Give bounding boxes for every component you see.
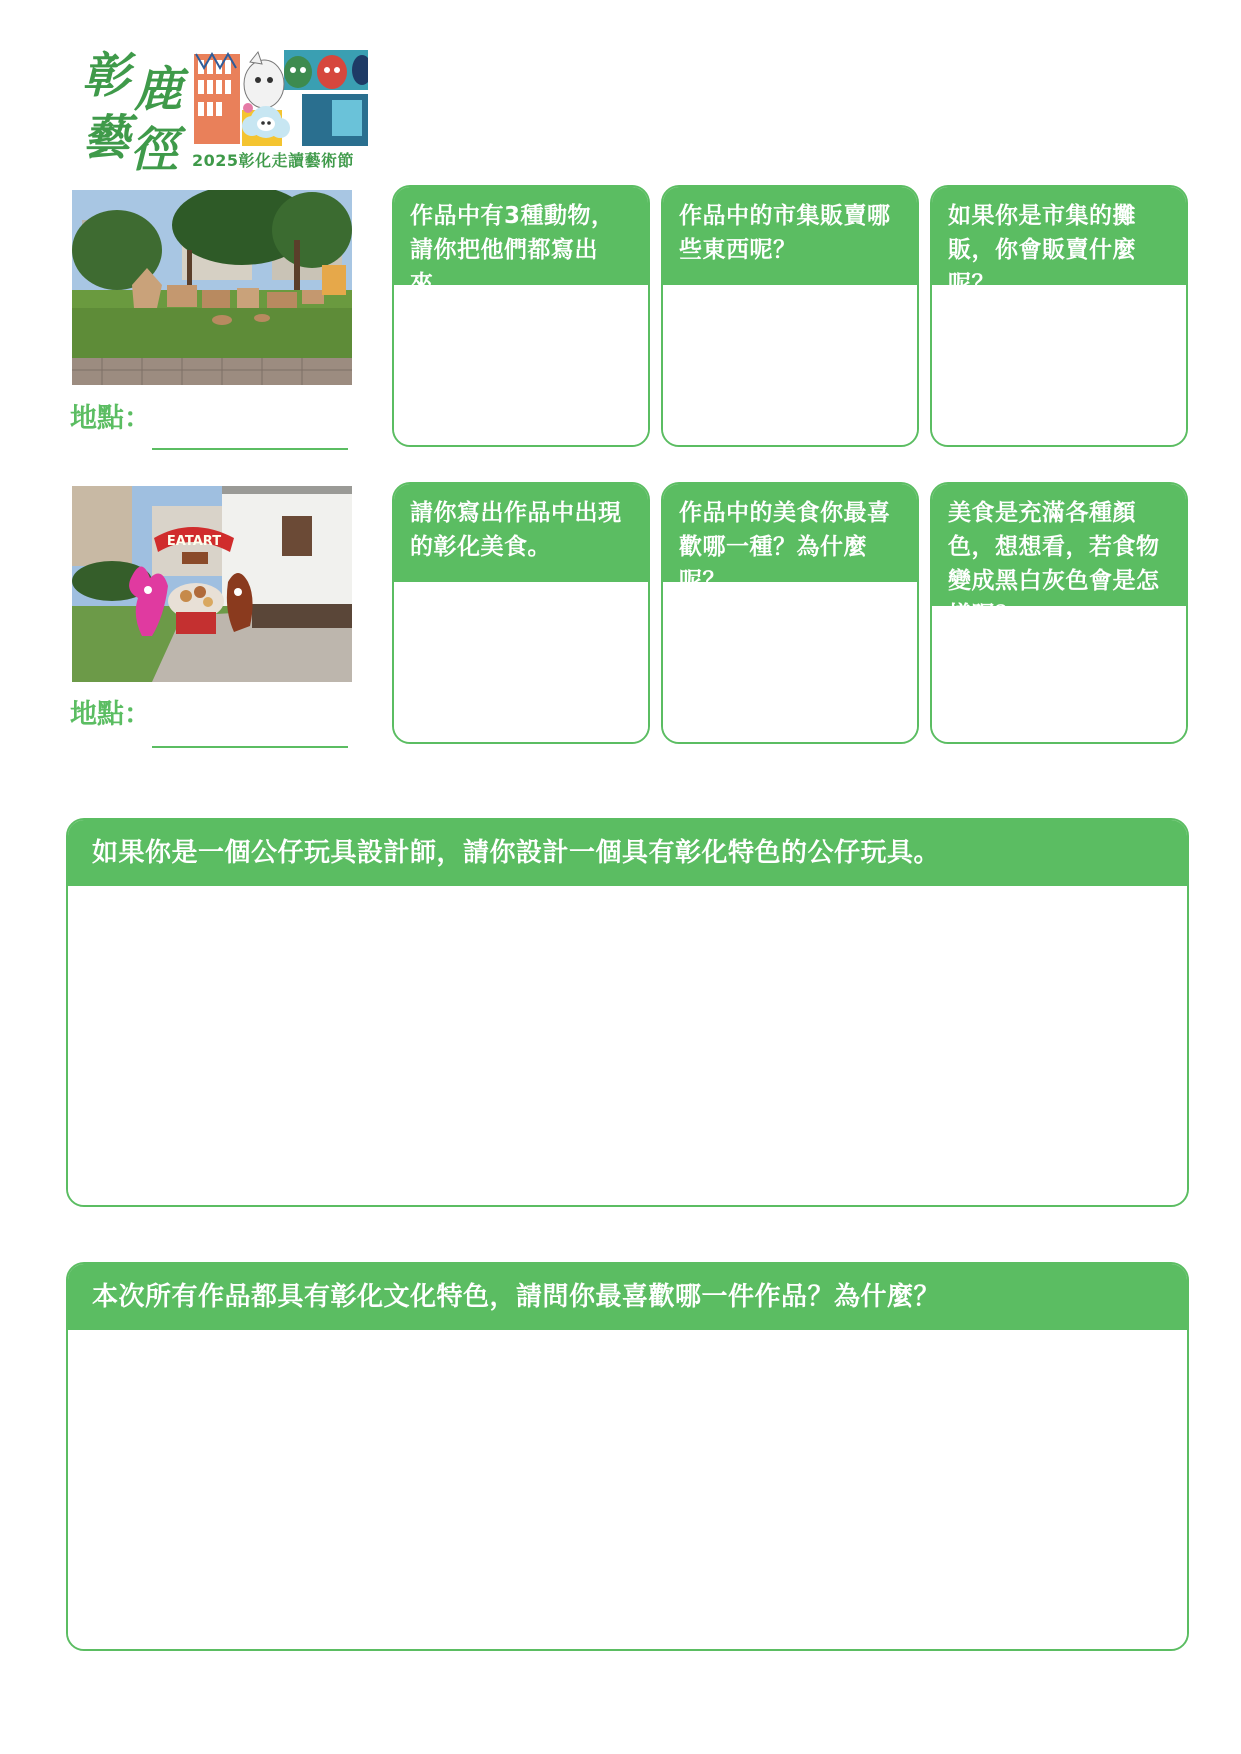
question-text: 如果你是市集的攤販，你會販賣什麼呢？ bbox=[932, 187, 1186, 285]
question-text: 本次所有作品都具有彰化文化特色，請問你最喜歡哪一件作品？為什麼？ bbox=[68, 1264, 1187, 1330]
logo-char: 彰 bbox=[82, 48, 131, 104]
answer-area[interactable] bbox=[394, 285, 648, 447]
location-blank-line[interactable] bbox=[152, 746, 348, 748]
question-card-food-colors bbox=[930, 482, 1188, 744]
question-text: 作品中的美食你最喜歡哪一種？為什麼呢？ bbox=[663, 484, 917, 582]
question-text: 作品中的市集販賣哪些東西呢？ bbox=[663, 187, 917, 285]
answer-area[interactable] bbox=[932, 285, 1186, 447]
answer-area[interactable] bbox=[394, 582, 648, 744]
artwork-photo-park bbox=[72, 190, 352, 385]
question-text: 請你寫出作品中出現的彰化美食。 bbox=[394, 484, 648, 582]
logo-char: 徑 bbox=[130, 122, 179, 178]
location-label: 地點： bbox=[70, 699, 151, 730]
drawing-area[interactable] bbox=[68, 886, 1187, 1207]
answer-area[interactable] bbox=[68, 1330, 1187, 1651]
question-text: 如果你是一個公仔玩具設計師，請你設計一個具有彰化特色的公仔玩具。 bbox=[68, 820, 1187, 886]
answer-area[interactable] bbox=[663, 582, 917, 744]
logo-subtitle: 2025彰化走讀藝術節 bbox=[192, 151, 355, 170]
artwork-photo-eatart bbox=[72, 486, 352, 682]
logo-illustration bbox=[192, 50, 368, 146]
question-card-market-goods bbox=[661, 185, 919, 447]
location-label: 地點： bbox=[70, 403, 151, 434]
logo-char: 鹿 bbox=[134, 62, 183, 118]
question-card-vendor bbox=[930, 185, 1188, 447]
question-card-toy-design bbox=[66, 818, 1189, 1207]
location-blank-line[interactable] bbox=[152, 448, 348, 450]
question-card-favorite-food bbox=[661, 482, 919, 744]
question-card-local-food bbox=[392, 482, 650, 744]
answer-area[interactable] bbox=[663, 285, 917, 447]
eatart-sign-text: EATART bbox=[166, 534, 222, 549]
question-card-favorite-artwork bbox=[66, 1262, 1189, 1651]
question-text: 美食是充滿各種顏色，想想看，若食物變成黑白灰色會是怎樣呢？ bbox=[932, 484, 1186, 606]
logo-wordmark bbox=[82, 48, 187, 178]
question-card-animals bbox=[392, 185, 650, 447]
logo-char: 藝 bbox=[82, 110, 131, 166]
question-text: 作品中有3種動物，請你把他們都寫出來。 bbox=[394, 187, 648, 285]
